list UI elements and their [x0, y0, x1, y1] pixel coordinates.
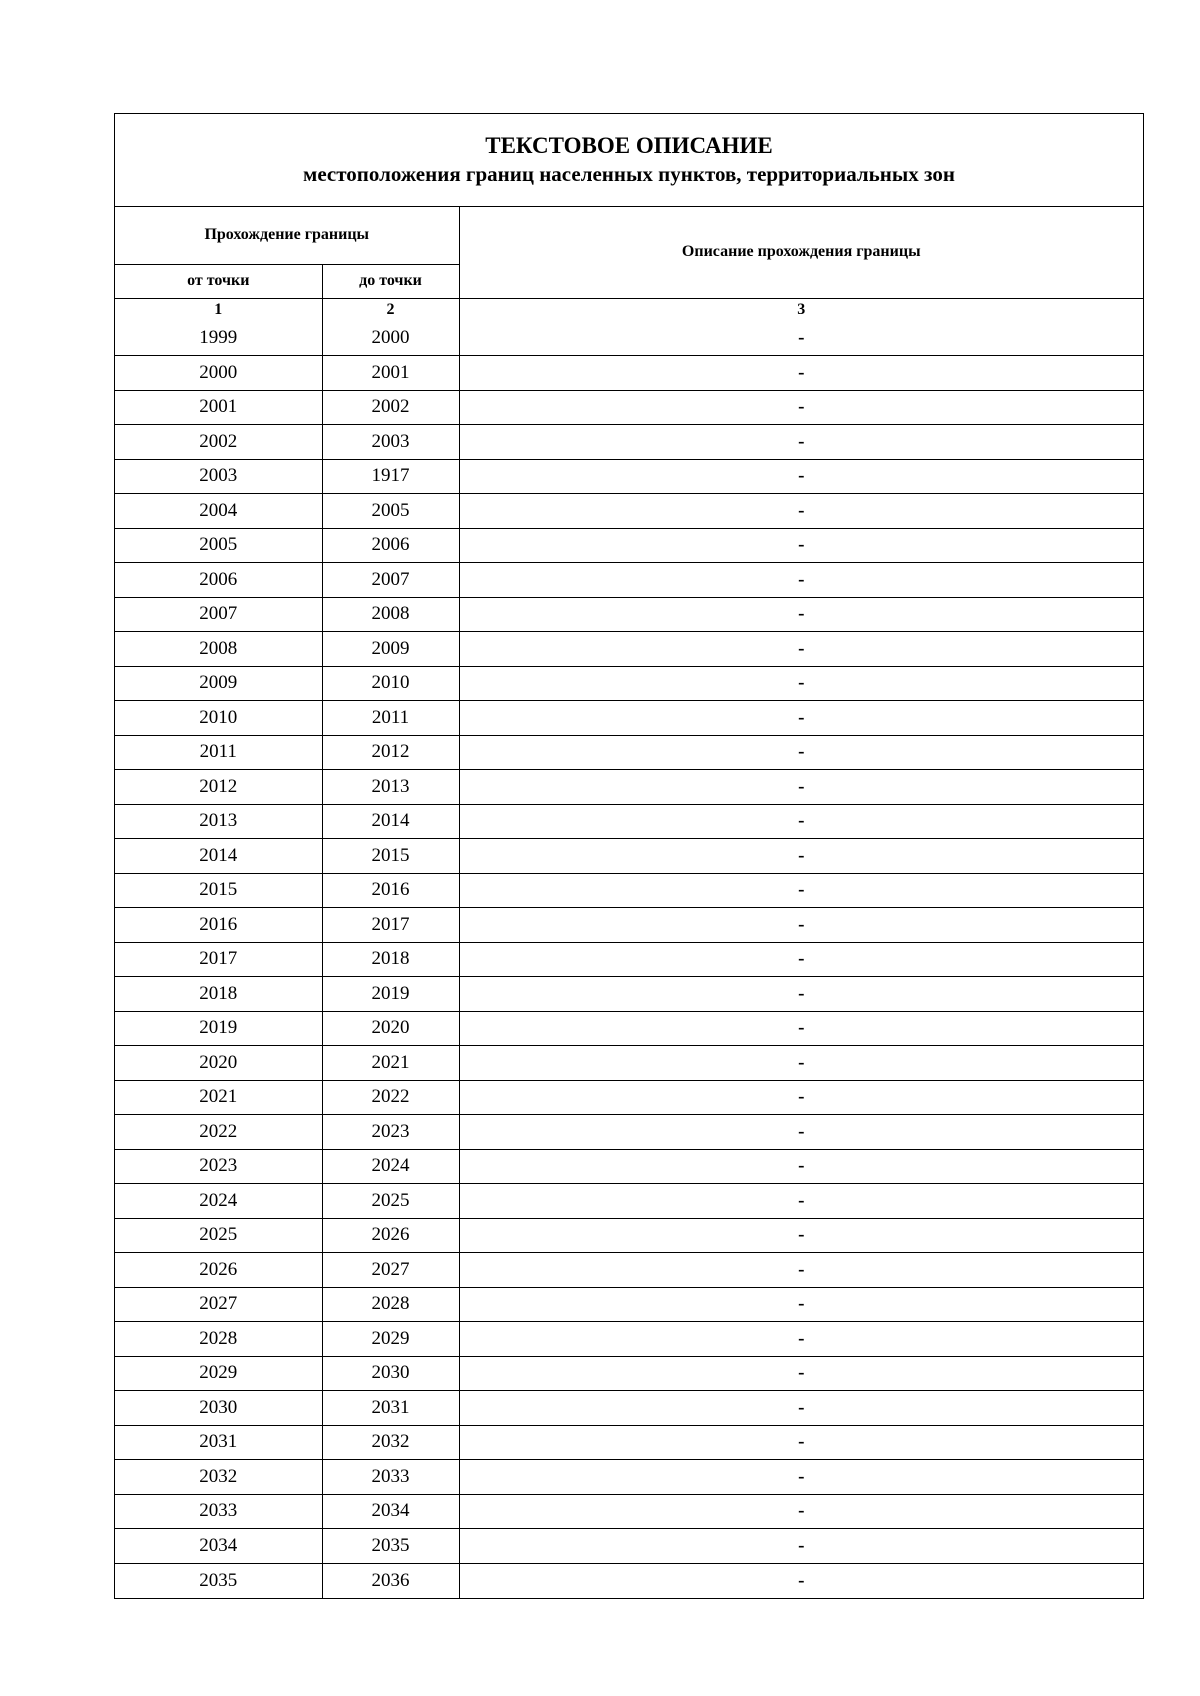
- boundary-table: [115, 207, 1143, 1598]
- to-point-cell: 2030: [322, 1356, 459, 1391]
- description-cell: -: [459, 1563, 1143, 1598]
- description-cell: -: [459, 597, 1143, 632]
- to-point-cell: 2010: [322, 666, 459, 701]
- from-point-cell: 2011: [115, 735, 322, 770]
- from-point-cell: 2010: [115, 701, 322, 736]
- table-row: [115, 356, 1143, 391]
- to-point-cell: 2033: [322, 1460, 459, 1495]
- from-point-cell: 2017: [115, 942, 322, 977]
- to-point-cell: 2026: [322, 1218, 459, 1253]
- table-row: [115, 494, 1143, 529]
- description-cell: -: [459, 1046, 1143, 1081]
- table-row: [115, 1287, 1143, 1322]
- from-point-cell: 2003: [115, 459, 322, 494]
- table-row: [115, 563, 1143, 598]
- table-row: [115, 770, 1143, 805]
- from-point-cell: 2002: [115, 425, 322, 460]
- to-point-cell: 2017: [322, 908, 459, 943]
- from-point-cell: 2008: [115, 632, 322, 667]
- from-point-cell: 2021: [115, 1080, 322, 1115]
- header-to-point: до точки: [322, 264, 459, 298]
- to-point-cell: 2024: [322, 1149, 459, 1184]
- table-row: [115, 1218, 1143, 1253]
- to-point-cell: 2013: [322, 770, 459, 805]
- to-point-cell: 2027: [322, 1253, 459, 1288]
- table-row: [115, 701, 1143, 736]
- to-point-cell: 2009: [322, 632, 459, 667]
- from-point-cell: 2026: [115, 1253, 322, 1288]
- table-row: [115, 839, 1143, 874]
- from-point-cell: 2033: [115, 1494, 322, 1529]
- table-row: [115, 1046, 1143, 1081]
- description-cell: -: [459, 908, 1143, 943]
- header-boundary-passage: Прохождение границы: [115, 207, 459, 264]
- from-point-cell: 2035: [115, 1563, 322, 1598]
- document-subtitle: местоположения границ населенных пунктов, территориальных зон: [303, 162, 955, 186]
- from-point-cell: 2023: [115, 1149, 322, 1184]
- to-point-cell: 2005: [322, 494, 459, 529]
- description-cell: -: [459, 1460, 1143, 1495]
- table-row: [115, 1011, 1143, 1046]
- to-point-cell: 2012: [322, 735, 459, 770]
- description-cell: -: [459, 425, 1143, 460]
- to-point-cell: 2016: [322, 873, 459, 908]
- from-point-cell: 2030: [115, 1391, 322, 1426]
- from-point-cell: 1999: [115, 321, 322, 356]
- from-point-cell: 2025: [115, 1218, 322, 1253]
- table-row: [115, 1563, 1143, 1598]
- title-block: [115, 114, 1143, 207]
- description-cell: -: [459, 770, 1143, 805]
- description-cell: -: [459, 632, 1143, 667]
- boundary-description-document: [114, 113, 1144, 1599]
- description-cell: -: [459, 1529, 1143, 1564]
- from-point-cell: 2027: [115, 1287, 322, 1322]
- table-row: [115, 1425, 1143, 1460]
- description-cell: -: [459, 563, 1143, 598]
- description-cell: -: [459, 1011, 1143, 1046]
- table-row: [115, 390, 1143, 425]
- description-cell: -: [459, 1149, 1143, 1184]
- to-point-cell: 2032: [322, 1425, 459, 1460]
- to-point-cell: 2020: [322, 1011, 459, 1046]
- from-point-cell: 2034: [115, 1529, 322, 1564]
- description-cell: -: [459, 1425, 1143, 1460]
- from-point-cell: 2024: [115, 1184, 322, 1219]
- from-point-cell: 2012: [115, 770, 322, 805]
- to-point-cell: 2018: [322, 942, 459, 977]
- table-header: [115, 207, 1143, 321]
- table-row: [115, 1080, 1143, 1115]
- description-cell: -: [459, 873, 1143, 908]
- table-row: [115, 977, 1143, 1012]
- table-row: [115, 321, 1143, 356]
- to-point-cell: 2031: [322, 1391, 459, 1426]
- to-point-cell: 2000: [322, 321, 459, 356]
- from-point-cell: 2000: [115, 356, 322, 391]
- description-cell: -: [459, 1184, 1143, 1219]
- description-cell: -: [459, 735, 1143, 770]
- from-point-cell: 2005: [115, 528, 322, 563]
- from-point-cell: 2032: [115, 1460, 322, 1495]
- description-cell: -: [459, 804, 1143, 839]
- from-point-cell: 2009: [115, 666, 322, 701]
- description-cell: -: [459, 701, 1143, 736]
- from-point-cell: 2020: [115, 1046, 322, 1081]
- description-cell: -: [459, 528, 1143, 563]
- description-cell: -: [459, 1253, 1143, 1288]
- from-point-cell: 2014: [115, 839, 322, 874]
- to-point-cell: 2011: [322, 701, 459, 736]
- to-point-cell: 2022: [322, 1080, 459, 1115]
- from-point-cell: 2004: [115, 494, 322, 529]
- table-row: [115, 1494, 1143, 1529]
- from-point-cell: 2029: [115, 1356, 322, 1391]
- table-row: [115, 1184, 1143, 1219]
- to-point-cell: 2019: [322, 977, 459, 1012]
- table-row: [115, 666, 1143, 701]
- description-cell: -: [459, 942, 1143, 977]
- to-point-cell: 2035: [322, 1529, 459, 1564]
- to-point-cell: 2021: [322, 1046, 459, 1081]
- to-point-cell: 2014: [322, 804, 459, 839]
- to-point-cell: 2002: [322, 390, 459, 425]
- description-cell: -: [459, 321, 1143, 356]
- table-row: [115, 425, 1143, 460]
- table-row: [115, 1391, 1143, 1426]
- to-point-cell: 2036: [322, 1563, 459, 1598]
- table-row: [115, 528, 1143, 563]
- table-row: [115, 908, 1143, 943]
- to-point-cell: 2034: [322, 1494, 459, 1529]
- document-title: ТЕКСТОВОЕ ОПИСАНИЕ: [485, 133, 773, 158]
- table-row: [115, 1322, 1143, 1357]
- to-point-cell: 2001: [322, 356, 459, 391]
- to-point-cell: 2029: [322, 1322, 459, 1357]
- to-point-cell: 2015: [322, 839, 459, 874]
- table-row: [115, 597, 1143, 632]
- table-row: [115, 632, 1143, 667]
- column-number-1: 1: [115, 298, 322, 321]
- from-point-cell: 2001: [115, 390, 322, 425]
- to-point-cell: 2007: [322, 563, 459, 598]
- table-row: [115, 1529, 1143, 1564]
- from-point-cell: 2022: [115, 1115, 322, 1150]
- table-row: [115, 804, 1143, 839]
- from-point-cell: 2028: [115, 1322, 322, 1357]
- description-cell: -: [459, 1391, 1143, 1426]
- to-point-cell: 2025: [322, 1184, 459, 1219]
- table-row: [115, 1356, 1143, 1391]
- description-cell: -: [459, 459, 1143, 494]
- from-point-cell: 2007: [115, 597, 322, 632]
- description-cell: -: [459, 839, 1143, 874]
- from-point-cell: 2015: [115, 873, 322, 908]
- description-cell: -: [459, 1494, 1143, 1529]
- column-number-3: 3: [459, 298, 1143, 321]
- to-point-cell: 2008: [322, 597, 459, 632]
- from-point-cell: 2013: [115, 804, 322, 839]
- description-cell: -: [459, 1080, 1143, 1115]
- table-row: [115, 735, 1143, 770]
- from-point-cell: 2006: [115, 563, 322, 598]
- table-row: [115, 942, 1143, 977]
- to-point-cell: 2006: [322, 528, 459, 563]
- to-point-cell: 1917: [322, 459, 459, 494]
- description-cell: -: [459, 1356, 1143, 1391]
- table-row: [115, 873, 1143, 908]
- table-row: [115, 1253, 1143, 1288]
- description-cell: -: [459, 356, 1143, 391]
- from-point-cell: 2019: [115, 1011, 322, 1046]
- description-cell: -: [459, 1322, 1143, 1357]
- table-row: [115, 1115, 1143, 1150]
- description-cell: -: [459, 1115, 1143, 1150]
- from-point-cell: 2018: [115, 977, 322, 1012]
- table-row: [115, 459, 1143, 494]
- header-from-point: от точки: [115, 264, 322, 298]
- to-point-cell: 2028: [322, 1287, 459, 1322]
- description-cell: -: [459, 977, 1143, 1012]
- to-point-cell: 2003: [322, 425, 459, 460]
- from-point-cell: 2031: [115, 1425, 322, 1460]
- header-description: Описание прохождения границы: [459, 207, 1143, 298]
- description-cell: -: [459, 1287, 1143, 1322]
- table-row: [115, 1149, 1143, 1184]
- description-cell: -: [459, 1218, 1143, 1253]
- column-number-2: 2: [322, 298, 459, 321]
- description-cell: -: [459, 494, 1143, 529]
- table-body: [115, 321, 1143, 1598]
- table-row: [115, 1460, 1143, 1495]
- description-cell: -: [459, 390, 1143, 425]
- to-point-cell: 2023: [322, 1115, 459, 1150]
- from-point-cell: 2016: [115, 908, 322, 943]
- description-cell: -: [459, 666, 1143, 701]
